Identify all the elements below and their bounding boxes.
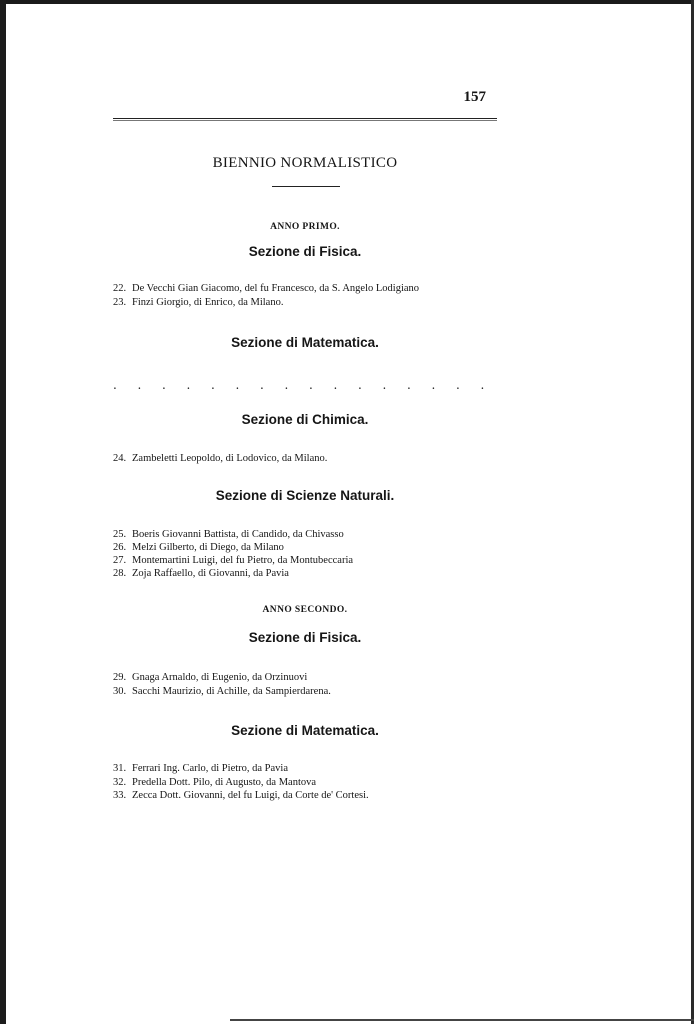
scan-edge-top — [0, 0, 694, 4]
entry-text: Zambeletti Leopoldo, di Lodovico, da Milano. — [132, 453, 328, 464]
entry-number: 31. — [113, 763, 127, 774]
entry-text: Boeris Giovanni Battista, di Candido, da Chivasso — [132, 529, 344, 540]
omitted-entries-dots — [113, 374, 497, 393]
section-heading: Sezione di Fisica. — [248, 244, 362, 259]
entry-text: De Vecchi Gian Giacomo, del fu Francesco, da S. Angelo Lodigiano — [132, 283, 420, 294]
entry-text: Ferrari Ing. Carlo, di Pietro, da Pavia — [132, 763, 289, 774]
list-item — [113, 672, 513, 683]
section-heading: Sezione di Matematica. — [231, 723, 379, 738]
entry-number: 25. — [113, 529, 127, 540]
entry-number: 26. — [113, 542, 127, 553]
dot: . — [137, 378, 142, 392]
dot: . — [260, 378, 264, 392]
entry-text: Predella Dott. Pilo, di Augusto, da Mantova — [132, 777, 317, 788]
dot: . — [358, 378, 362, 392]
scan-edge-bottom — [230, 1019, 694, 1021]
entry-number: 28. — [113, 568, 127, 579]
entry-number: 33. — [113, 790, 127, 801]
entry-number: 29. — [113, 672, 127, 683]
section-heading: Sezione di Scienze Naturali. — [215, 488, 395, 503]
dot: . — [480, 378, 485, 392]
entry-number: 30. — [113, 686, 127, 697]
year-heading: ANNO SECONDO. — [262, 605, 348, 615]
section-heading: Sezione di Chimica. — [241, 412, 369, 427]
list-item — [113, 790, 513, 801]
dot: . — [456, 378, 460, 392]
dot: . — [382, 378, 387, 392]
list-item — [113, 568, 513, 579]
entry-text: Gnaga Arnaldo, di Eugenio, da Orzinuovi — [132, 672, 308, 683]
year-heading: ANNO PRIMO. — [270, 222, 340, 232]
dot: . — [309, 378, 313, 392]
list-item — [113, 763, 513, 774]
dot: . — [235, 378, 240, 392]
list-item — [113, 777, 513, 788]
dot: . — [211, 378, 215, 392]
section-heading: Sezione di Fisica. — [248, 630, 362, 645]
entry-text: Finzi Giorgio, di Enrico, da Milano. — [132, 297, 284, 308]
scan-edge-left — [0, 0, 6, 1024]
list-item — [113, 542, 513, 553]
dot: . — [186, 378, 191, 392]
entry-number: 22. — [113, 283, 127, 294]
dot: . — [333, 378, 338, 392]
entry-number: 32. — [113, 777, 127, 788]
page-title: BIENNIO NORMALISTICO — [212, 155, 398, 171]
dot: . — [162, 378, 166, 392]
list-item — [113, 453, 513, 464]
dot: . — [113, 378, 117, 392]
entry-text: Montemartini Luigi, del fu Pietro, da Montubeccaria — [132, 555, 354, 566]
page-number: 157 — [463, 89, 486, 105]
dot: . — [284, 378, 289, 392]
entry-number: 27. — [113, 555, 127, 566]
list-item — [113, 283, 513, 294]
dot: . — [431, 378, 436, 392]
entry-text: Melzi Gilberto, di Diego, da Milano — [132, 542, 284, 553]
entry-number: 23. — [113, 297, 127, 308]
list-item — [113, 297, 513, 308]
list-item — [113, 555, 513, 566]
dot: . — [407, 378, 411, 392]
header-rule — [113, 118, 497, 119]
section-heading: Sezione di Matematica. — [231, 335, 379, 350]
title-rule — [272, 186, 340, 187]
entry-number: 24. — [113, 453, 127, 464]
list-item — [113, 686, 513, 697]
entry-text: Zecca Dott. Giovanni, del fu Luigi, da Corte de' Cortesi. — [132, 790, 369, 801]
entry-text: Zoja Raffaello, di Giovanni, da Pavia — [132, 568, 289, 579]
entry-text: Sacchi Maurizio, di Achille, da Sampierdarena. — [132, 686, 331, 697]
list-item — [113, 529, 513, 540]
